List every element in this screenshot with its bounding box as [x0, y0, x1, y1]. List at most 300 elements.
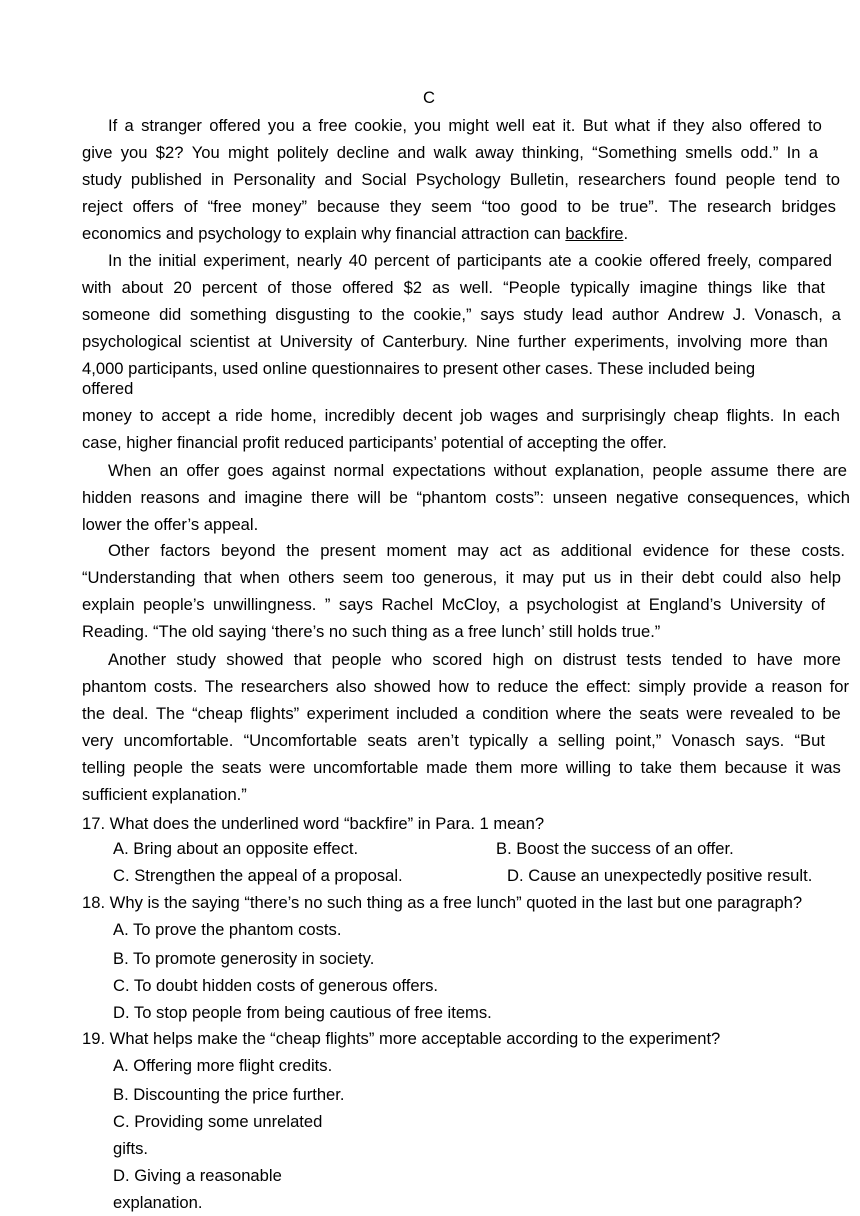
word: Vonasch [671, 731, 736, 750]
word: a [465, 704, 475, 723]
word: thinking, [522, 143, 584, 162]
word: further [518, 332, 567, 351]
word: generous, [423, 568, 498, 587]
word: “People [503, 278, 561, 297]
word: reasons [140, 488, 200, 507]
underlined-word: backfire [565, 224, 624, 243]
word: found [674, 170, 717, 189]
passage-line: case, higher financial profit reduced participants’ potential of accepting the offer. [82, 433, 667, 452]
word: of [267, 278, 282, 297]
word: psychological [82, 332, 182, 351]
word: true”. [619, 197, 659, 216]
word: others [288, 568, 335, 587]
passage-line [108, 461, 847, 481]
word: a [808, 143, 818, 162]
word: Social [361, 170, 407, 189]
question-17-option-d: D. Cause an unexpectedly positive result. [507, 866, 813, 885]
passage-line [82, 224, 628, 244]
word: uncomfortable. [123, 731, 234, 750]
word: someone [82, 305, 151, 324]
word: people [331, 650, 382, 669]
word: offered [749, 116, 801, 135]
word: a [538, 731, 548, 750]
passage-line [108, 116, 822, 136]
word: home, [270, 406, 317, 425]
word: each [803, 406, 840, 425]
word: it [795, 758, 804, 777]
word: “free [207, 197, 242, 216]
word: that [293, 650, 322, 669]
word: tended [671, 650, 723, 669]
word: us [593, 568, 612, 587]
word: eat [532, 116, 556, 135]
word: money [82, 406, 132, 425]
word: uncomfortable [313, 758, 419, 777]
passage-line: Reading. “The old saying ‘there’s no such thing as a free lunch’ still holds true.” [82, 622, 661, 641]
word: If [108, 116, 118, 135]
word: Another [108, 650, 167, 669]
passage-line [82, 305, 841, 325]
word: well [496, 116, 525, 135]
word: have [756, 650, 793, 669]
word: expectations [392, 461, 486, 480]
word: initial [158, 251, 197, 270]
word: things [707, 278, 753, 297]
question-17-option-a: A. Bring about an opposite effect. [113, 839, 359, 858]
word: of [183, 197, 198, 216]
word: might [227, 143, 269, 162]
word: says. [745, 731, 785, 750]
word: published [130, 170, 202, 189]
word: a [301, 116, 312, 135]
word: people [652, 461, 703, 480]
word: reject [82, 197, 123, 216]
word: Bulletin, [509, 170, 569, 189]
word: beyond [221, 541, 276, 560]
word: people [725, 170, 776, 189]
word: if [657, 116, 666, 135]
word: of [360, 332, 375, 351]
question-19-option-d-cont: explanation. [113, 1193, 203, 1212]
word: stranger [141, 116, 202, 135]
word: them [475, 758, 513, 777]
word: job [460, 406, 483, 425]
word: the [286, 541, 310, 560]
word: The [204, 677, 234, 696]
passage-line [108, 541, 845, 561]
word: But [582, 116, 608, 135]
word: politely [276, 143, 329, 162]
word: telling [82, 758, 126, 777]
word: scientist [189, 332, 250, 351]
word: disgusting [275, 305, 351, 324]
question-18-option-d: D. To stop people from being cautious of free items. [113, 1003, 492, 1022]
word: You [191, 143, 220, 162]
word: bridges [781, 197, 836, 216]
word: explain [82, 595, 135, 614]
word: deal. [112, 704, 149, 723]
word: these [750, 541, 791, 560]
word: also [335, 677, 367, 696]
word: The [156, 704, 185, 723]
word: offers [132, 197, 174, 216]
word: well. [459, 278, 494, 297]
word: are [823, 461, 847, 480]
word: hidden [82, 488, 132, 507]
word: that [203, 568, 232, 587]
word: point,” [615, 731, 662, 750]
word: as [432, 278, 450, 297]
word: at [626, 595, 641, 614]
word: moment [386, 541, 447, 560]
word: decline [336, 143, 390, 162]
word: because [317, 197, 380, 216]
word: there [776, 461, 815, 480]
word: flights” [250, 704, 300, 723]
word: explanation, [554, 461, 645, 480]
word: help [809, 568, 841, 587]
word: how [438, 677, 469, 696]
word: assume [710, 461, 769, 480]
word: be [389, 488, 408, 507]
word: University [279, 332, 353, 351]
word: research [706, 197, 772, 216]
question-19-option-c: C. Providing some unrelated [113, 1112, 323, 1131]
word: the [608, 704, 632, 723]
word: to [567, 197, 582, 216]
word: as [532, 541, 550, 560]
word: flights. [726, 406, 775, 425]
word: compared [758, 251, 832, 270]
passage-line [82, 143, 818, 163]
word: England’s [648, 595, 722, 614]
word: scored [432, 650, 483, 669]
word: were [686, 704, 723, 723]
word: factors [160, 541, 211, 560]
passage-line [82, 758, 841, 778]
word: in [211, 170, 225, 189]
word: offered [209, 116, 261, 135]
word: experiment, [203, 251, 290, 270]
word: showed [373, 677, 431, 696]
passage-text: economics and psychology to explain why financial attraction can [82, 224, 566, 243]
word: could [722, 568, 763, 587]
word: surprisingly [581, 406, 666, 425]
word: selling [557, 731, 605, 750]
word: a [831, 305, 841, 324]
word: the [190, 758, 214, 777]
word: “Something [592, 143, 677, 162]
word: typically [469, 731, 529, 750]
word: offered [649, 251, 701, 270]
passage-line [108, 650, 841, 670]
word: who [391, 650, 423, 669]
word: seats [367, 731, 408, 750]
word: freely, [707, 251, 752, 270]
word: for [719, 541, 740, 560]
word: on [534, 650, 553, 669]
question-18-option-a: A. To prove the phantom costs. [113, 920, 342, 939]
word: they [389, 197, 422, 216]
word: 40 [348, 251, 368, 270]
word: cookie,” [413, 305, 472, 324]
word: people [133, 758, 184, 777]
question-17-option-c: C. Strengthen the appeal of a proposal. [113, 866, 403, 885]
word: may [457, 541, 489, 560]
word: a [578, 251, 588, 270]
word: simply [638, 677, 686, 696]
word: Nine [475, 332, 510, 351]
word: experiment [306, 704, 389, 723]
word: experiments, [574, 332, 670, 351]
word: without [493, 461, 547, 480]
word: unwillingness. [213, 595, 317, 614]
word: act [499, 541, 522, 560]
word: $2? [155, 143, 184, 162]
word: you [414, 116, 442, 135]
word: tests [626, 650, 662, 669]
word: additional [560, 541, 632, 560]
word: Vonasch, [754, 305, 823, 324]
word: J. [732, 305, 746, 324]
word: something [190, 305, 267, 324]
passage-line [82, 704, 841, 724]
word: them [679, 758, 717, 777]
word: high [492, 650, 524, 669]
question-17-option-b: B. Boost the success of an offer. [496, 839, 734, 858]
word: the [128, 251, 152, 270]
word: Canterbury. [382, 332, 468, 351]
word: and [397, 143, 426, 162]
word: “Understanding [82, 568, 196, 587]
word: and [208, 488, 236, 507]
word: reason [771, 677, 823, 696]
word: it [505, 568, 514, 587]
word: In [786, 143, 801, 162]
word: percent [374, 251, 430, 270]
word: like [762, 278, 788, 297]
word: a [508, 595, 519, 614]
word: showed [226, 650, 284, 669]
word: effect: [586, 677, 632, 696]
word: percent [201, 278, 258, 297]
word: Personality [233, 170, 316, 189]
passage-line [82, 731, 825, 751]
word: what [614, 116, 650, 135]
word: cookie, [354, 116, 407, 135]
word: distrust [562, 650, 617, 669]
word: the [82, 704, 106, 723]
word: nearly [296, 251, 342, 270]
word: where [556, 704, 602, 723]
word: and [546, 406, 574, 425]
word: might [448, 116, 489, 135]
word: too [391, 568, 415, 587]
word: to [139, 406, 154, 425]
word: revealed [729, 704, 794, 723]
word: to [476, 677, 491, 696]
word: cheap [673, 406, 719, 425]
word: with [82, 278, 112, 297]
word: evidence [642, 541, 710, 560]
word: to [801, 704, 815, 723]
word: costs”: [495, 488, 545, 507]
word: to [618, 758, 633, 777]
word: included [396, 704, 459, 723]
word: against [271, 461, 326, 480]
word: participants [456, 251, 542, 270]
word: reduce [497, 677, 549, 696]
word: In [782, 406, 797, 425]
word: willing [565, 758, 612, 777]
word: money” [251, 197, 308, 216]
question-19-stem: 19. What helps make the “cheap flights” more acceptable according to the experiment? [82, 1029, 721, 1048]
question-19-option-a: A. Offering more flight credits. [113, 1056, 333, 1075]
word: at [257, 332, 272, 351]
word: unseen [552, 488, 608, 507]
passage-line [82, 170, 840, 190]
word: take [640, 758, 672, 777]
word: incredibly [324, 406, 395, 425]
question-19-option-d: D. Giving a reasonable [113, 1166, 282, 1185]
word: In [108, 251, 122, 270]
passage-line [82, 278, 825, 298]
word: and [324, 170, 353, 189]
word: away [475, 143, 514, 162]
word: “phantom [416, 488, 487, 507]
word: imagine [244, 488, 303, 507]
word: more [749, 332, 788, 351]
word: more [803, 650, 841, 669]
word: than [795, 332, 828, 351]
question-19-option-b: B. Discounting the price further. [113, 1085, 345, 1104]
passage-line: sufficient explanation.” [82, 785, 247, 804]
word: costs. [801, 541, 845, 560]
word: was [811, 758, 841, 777]
word: a [218, 406, 228, 425]
word: be [591, 197, 610, 216]
passage-text: . [623, 224, 629, 243]
word: accept [161, 406, 211, 425]
word: says [338, 595, 374, 614]
word: for [829, 677, 849, 696]
word: that [797, 278, 825, 297]
word: which [807, 488, 850, 507]
word: “too [481, 197, 511, 216]
word: an [159, 461, 179, 480]
passage-line [82, 406, 840, 426]
word: will [357, 488, 381, 507]
passage-line: offered [82, 379, 134, 398]
word: also [711, 116, 742, 135]
word: Andrew [667, 305, 725, 324]
word: imagine [639, 278, 698, 297]
word: seem [342, 568, 384, 587]
passage-line: 4,000 participants, used online questionnaires to present other cases. These included being [82, 359, 756, 378]
word: “But [794, 731, 825, 750]
word: a [754, 677, 765, 696]
word: present [320, 541, 376, 560]
word: offered [342, 278, 394, 297]
word: a [124, 116, 134, 135]
word: seats [221, 758, 262, 777]
word: smells [685, 143, 733, 162]
word: goes [227, 461, 264, 480]
word: to [732, 650, 747, 669]
word: author [611, 305, 659, 324]
word: when [240, 568, 280, 587]
question-18-stem: 18. Why is the saying “there’s no such thing as a free lunch” quoted in the last but one paragraph? [82, 893, 803, 912]
word: cookie [594, 251, 643, 270]
word: lead [571, 305, 604, 324]
word: those [291, 278, 332, 297]
word: seem [431, 197, 472, 216]
question-17-stem: 17. What does the underlined word “backfire” in Para. 1 mean? [82, 814, 545, 833]
word: made [426, 758, 468, 777]
passage-line [82, 595, 825, 615]
word: seats [639, 704, 679, 723]
passage-line [108, 251, 832, 271]
word: Rachel [381, 595, 434, 614]
word: psychologist [526, 595, 618, 614]
passage-line: lower the offer’s appeal. [82, 515, 259, 534]
word: says [480, 305, 515, 324]
word: there [311, 488, 350, 507]
word: were [269, 758, 306, 777]
word: study [523, 305, 563, 324]
word: to [807, 116, 822, 135]
word: study [82, 170, 122, 189]
word: the [555, 677, 579, 696]
section-label: C [423, 88, 435, 107]
word: phantom [82, 677, 147, 696]
word: researchers [240, 677, 329, 696]
word: because [724, 758, 788, 777]
word: did [159, 305, 182, 324]
word: wages [490, 406, 539, 425]
word: in [619, 568, 633, 587]
word: The [668, 197, 697, 216]
word: normal [333, 461, 385, 480]
word: more [520, 758, 559, 777]
word: ” [324, 595, 331, 614]
passage-line [82, 332, 828, 352]
word: free [318, 116, 348, 135]
word: tend [784, 170, 817, 189]
word: $2 [403, 278, 423, 297]
word: McCloy, [441, 595, 501, 614]
word: decent [402, 406, 453, 425]
word: give [82, 143, 113, 162]
passage-line [82, 197, 836, 217]
word: consequences, [687, 488, 799, 507]
question-19-option-c-cont: gifts. [113, 1139, 149, 1158]
word: ate [548, 251, 572, 270]
passage-line [82, 677, 849, 697]
question-18-option-b: B. To promote generosity in society. [113, 949, 375, 968]
word: their [641, 568, 674, 587]
word: offer [186, 461, 220, 480]
word: debt [681, 568, 715, 587]
word: you [267, 116, 295, 135]
word: to [358, 305, 373, 324]
word: 20 [173, 278, 192, 297]
passage-line [82, 488, 850, 508]
word: the [381, 305, 405, 324]
word: condition [482, 704, 549, 723]
word: may [522, 568, 554, 587]
word: researchers [578, 170, 666, 189]
